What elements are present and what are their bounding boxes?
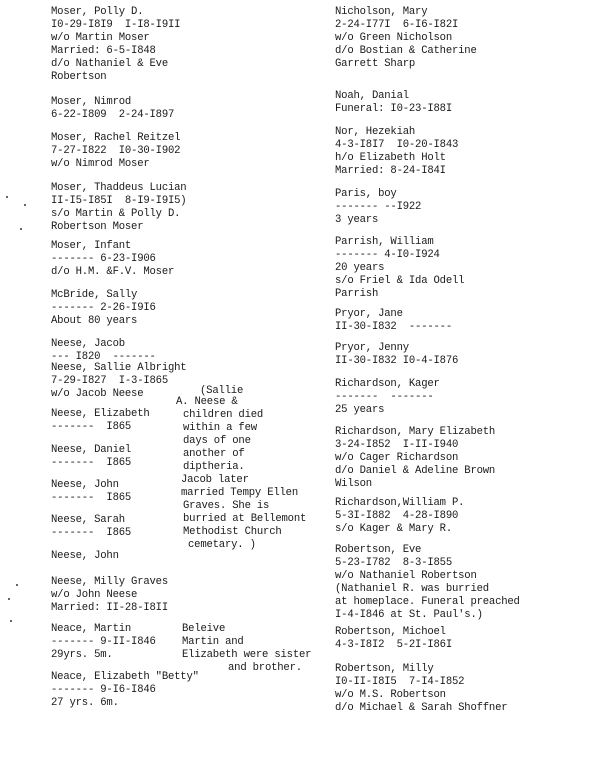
entry-detail: I0-29-I8I9 I-I8-I9II (51, 19, 181, 31)
entry-detail: About 80 years (51, 315, 138, 327)
neese-family-note: married Tempy Ellen (181, 487, 298, 499)
entry-name: Moser, Nimrod (51, 96, 132, 108)
entry-name: Neese, Elizabeth (51, 408, 150, 420)
entry-name: Nor, Hezekiah (335, 126, 416, 138)
entry-name: Moser, Infant (51, 240, 132, 252)
entry-detail: 5-23-I782 8-3-I855 (335, 557, 452, 569)
entry-detail: I-4-I846 at St. Paul's.) (335, 609, 483, 621)
entry-detail: Married: 8-24-I84I (335, 165, 446, 177)
margin-speck (6, 196, 8, 198)
entry-detail: 5-3I-I882 4-28-I890 (335, 510, 459, 522)
entry-detail: w/o Jacob Neese (51, 388, 144, 400)
entry-detail: ------- ------- (335, 391, 434, 403)
entry-name: Neese, Jacob (51, 338, 125, 350)
entry-detail: ------- 9-I6-I846 (51, 684, 156, 696)
entry-detail: d/o Bostian & Catherine (335, 45, 477, 57)
entry-detail: 7-29-I827 I-3-I865 (51, 375, 168, 387)
neese-family-note: children died (183, 409, 264, 421)
entry-name: McBride, Sally (51, 289, 138, 301)
margin-speck (20, 228, 22, 230)
entry-detail: ------- I865 (51, 421, 132, 433)
entry-name: Nicholson, Mary (335, 6, 428, 18)
neese-family-note: A. Neese & (176, 396, 238, 408)
entry-detail: Robertson Moser (51, 221, 144, 233)
neace-family-note: Martin and (182, 636, 244, 648)
entry-detail: ------- I865 (51, 527, 132, 539)
entry-detail: 7-27-I822 I0-30-I902 (51, 145, 181, 157)
entry-detail: 25 years (335, 404, 385, 416)
neese-family-note: days of one (183, 435, 251, 447)
entry-detail: ------- 2-26-I9I6 (51, 302, 156, 314)
entry-name: Pryor, Jane (335, 308, 403, 320)
neese-family-note: Jacob later (181, 474, 249, 486)
entry-detail: 3-24-I852 I-II-I940 (335, 439, 459, 451)
neese-family-note: another of (183, 448, 245, 460)
entry-detail: Robertson (51, 71, 107, 83)
entry-name: Richardson,William P. (335, 497, 465, 509)
entry-detail: d/o Daniel & Adeline Brown (335, 465, 496, 477)
entry-name: Moser, Thaddeus Lucian (51, 182, 187, 194)
entry-name: Robertson, Milly (335, 663, 434, 675)
entry-detail: 27 yrs. 6m. (51, 697, 119, 709)
neace-family-note: Elizabeth were sister (182, 649, 312, 661)
entry-detail: --- I820 ------- (51, 351, 156, 363)
entry-detail: 2-24-I77I 6-I6-I82I (335, 19, 459, 31)
entry-detail: ------- --I922 (335, 201, 422, 213)
entry-detail: Married: 6-5-I848 (51, 45, 156, 57)
entry-name: Neace, Elizabeth "Betty" (51, 671, 199, 683)
neace-family-note: and brother. (228, 662, 302, 674)
entry-detail: II-30-I832 I0-4-I876 (335, 355, 459, 367)
entry-detail: d/o H.M. &F.V. Moser (51, 266, 175, 278)
neace-family-note: Beleive (182, 623, 226, 635)
entry-detail: 6-22-I809 2-24-I897 (51, 109, 175, 121)
entry-detail: w/o Nimrod Moser (51, 158, 150, 170)
entry-detail: d/o Nathaniel & Eve (51, 58, 168, 70)
neese-family-note: Methodist Church (183, 526, 282, 538)
entry-detail: 4-3-I8I2 5-2I-I86I (335, 639, 452, 651)
entry-name: Robertson, Michoel (335, 626, 446, 638)
entry-detail: ------- I865 (51, 457, 132, 469)
neese-family-note: (Sallie (200, 385, 244, 397)
entry-detail: ------- I865 (51, 492, 132, 504)
entry-name: Noah, Danial (335, 90, 409, 102)
entry-detail: w/o John Neese (51, 589, 138, 601)
entry-detail: Wilson (335, 478, 372, 490)
entry-detail: at homeplace. Funeral preached (335, 596, 520, 608)
entry-name: Neese, John (51, 550, 119, 562)
entry-name: Pryor, Jenny (335, 342, 409, 354)
entry-detail: Married: II-28-I8II (51, 602, 168, 614)
neese-family-note: diptheria. (183, 461, 245, 473)
entry-detail: 4-3-I8I7 I0-20-I843 (335, 139, 459, 151)
entry-detail: s/o Martin & Polly D. (51, 208, 181, 220)
entry-name: Neace, Martin (51, 623, 132, 635)
entry-detail: w/o Green Nicholson (335, 32, 452, 44)
margin-speck (8, 598, 10, 600)
neese-family-note: cemetary. ) (188, 539, 256, 551)
entry-detail: d/o Michael & Sarah Shoffner (335, 702, 508, 714)
entry-detail: II-30-I832 ------- (335, 321, 452, 333)
entry-name: Neese, Daniel (51, 444, 132, 456)
entry-detail: ------- 6-23-I906 (51, 253, 156, 265)
entry-detail: Funeral: I0-23-I88I (335, 103, 452, 115)
entry-name: Neese, Sarah (51, 514, 125, 526)
entry-detail: I0-II-I8I5 7-I4-I852 (335, 676, 465, 688)
entry-detail: w/o Martin Moser (51, 32, 150, 44)
entry-name: Paris, boy (335, 188, 397, 200)
neese-family-note: Graves. She is (183, 500, 270, 512)
entry-name: Moser, Polly D. (51, 6, 144, 18)
entry-detail: ------- 4-I0-I924 (335, 249, 440, 261)
entry-name: Parrish, William (335, 236, 434, 248)
entry-detail: 20 years (335, 262, 385, 274)
entry-detail: (Nathaniel R. was burried (335, 583, 489, 595)
margin-speck (24, 204, 26, 206)
entry-detail: w/o Nathaniel Robertson (335, 570, 477, 582)
entry-detail: II-I5-I85I 8-I9-I9I5) (51, 195, 187, 207)
entry-detail: 3 years (335, 214, 379, 226)
entry-detail: Garrett Sharp (335, 58, 416, 70)
entry-detail: Parrish (335, 288, 379, 300)
entry-name: Neese, Sallie Albright (51, 362, 187, 374)
margin-speck (16, 584, 18, 586)
entry-detail: ------- 9-II-I846 (51, 636, 156, 648)
entry-name: Richardson, Mary Elizabeth (335, 426, 496, 438)
neese-family-note: within a few (183, 422, 257, 434)
entry-detail: s/o Kager & Mary R. (335, 523, 452, 535)
entry-detail: s/o Friel & Ida Odell (335, 275, 465, 287)
entry-name: Moser, Rachel Reitzel (51, 132, 181, 144)
entry-name: Robertson, Eve (335, 544, 422, 556)
entry-name: Richardson, Kager (335, 378, 440, 390)
entry-detail: w/o M.S. Robertson (335, 689, 446, 701)
entry-detail: h/o Elizabeth Holt (335, 152, 446, 164)
margin-speck (10, 620, 12, 622)
entry-detail: w/o Cager Richardson (335, 452, 459, 464)
entry-name: Neese, John (51, 479, 119, 491)
entry-name: Neese, Milly Graves (51, 576, 168, 588)
neese-family-note: burried at Bellemont (183, 513, 307, 525)
entry-detail: 29yrs. 5m. (51, 649, 113, 661)
